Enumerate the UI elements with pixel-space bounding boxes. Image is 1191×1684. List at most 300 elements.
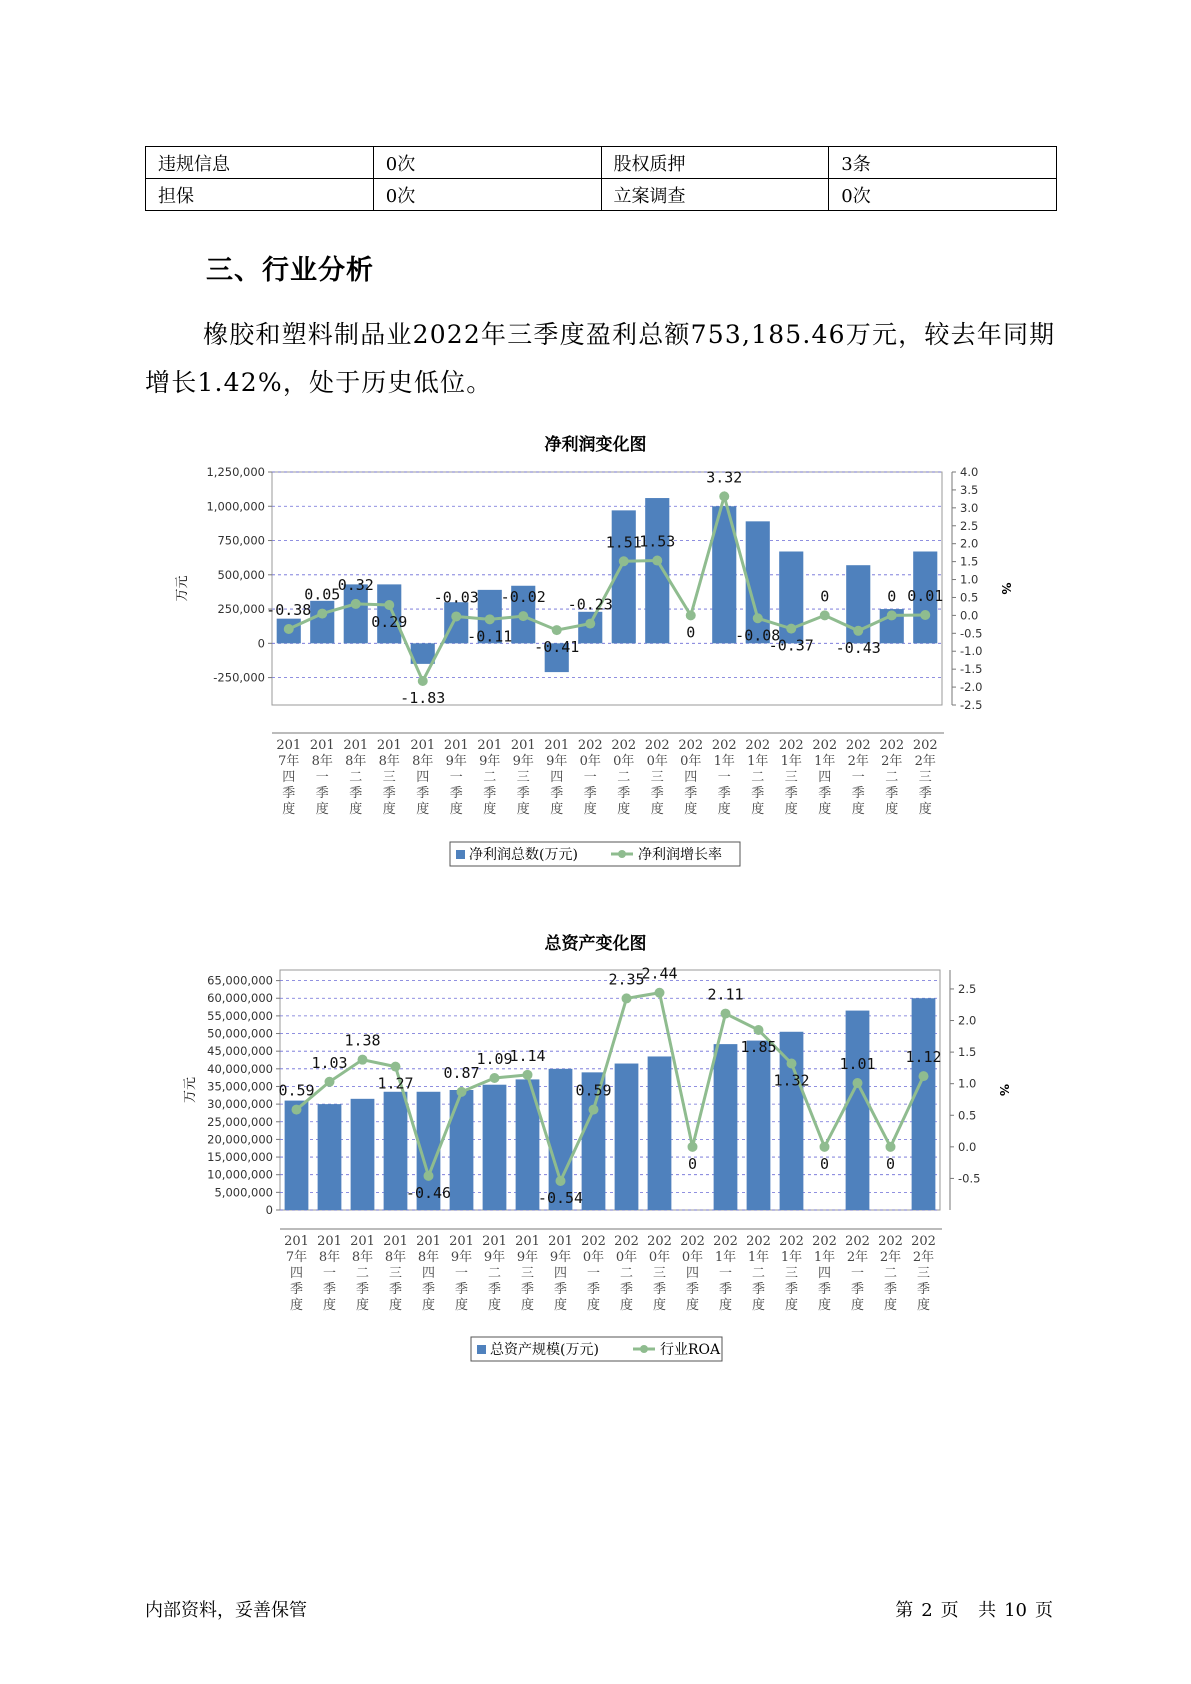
section-title: 三、行业分析: [206, 255, 374, 286]
x-tick-label: 201: [515, 1234, 540, 1249]
x-tick-label: 一: [322, 1266, 337, 1281]
page-number: [891, 1596, 1057, 1622]
line-point: [556, 1176, 566, 1186]
bar: [285, 1101, 309, 1210]
line-point: [753, 613, 763, 623]
bar: [846, 1011, 870, 1210]
data-label: 1.51: [605, 533, 642, 552]
x-tick-label: 度: [487, 1298, 502, 1313]
line-point: [820, 610, 830, 620]
data-label: 1.85: [740, 1038, 777, 1056]
x-tick-label: 9年: [479, 754, 501, 769]
x-tick-label: 季: [483, 786, 497, 801]
y-tick-label-right: 0.5: [958, 1108, 977, 1123]
total-num: 10: [1004, 1600, 1027, 1621]
x-tick-label: 度: [349, 802, 363, 817]
data-label: -0.54: [537, 1188, 584, 1207]
x-tick-label: 一: [583, 770, 597, 785]
x-tick-label: 2年: [846, 1250, 869, 1265]
x-tick-label: 三: [388, 1266, 403, 1281]
x-tick-label: 201: [350, 1234, 375, 1249]
data-label: 0: [820, 587, 830, 606]
y-tick-label-left: 10,000,000: [207, 1167, 273, 1182]
x-tick-label: 1年: [713, 754, 735, 769]
data-label: 1.01: [839, 1055, 876, 1074]
line-point: [619, 556, 629, 566]
x-tick-label: 201: [317, 1234, 342, 1249]
line-point: [786, 624, 796, 634]
total-prefix: 共: [978, 1600, 997, 1621]
x-tick-label: 季: [516, 786, 530, 801]
x-tick-label: 0年: [648, 1250, 671, 1265]
x-tick-label: 季: [550, 786, 564, 801]
x-tick-label: 201: [477, 738, 503, 753]
x-tick-label: 度: [851, 802, 865, 817]
x-tick-label: 季: [315, 786, 329, 801]
legend-line-label: 净利润增长率: [638, 847, 722, 863]
line-point: [552, 625, 562, 635]
y-tick-label-left: 25,000,000: [207, 1114, 273, 1129]
legend-bar-swatch: [456, 850, 465, 859]
line-point: [652, 556, 662, 566]
y-tick-label-left: 250,000: [217, 602, 265, 617]
x-tick-label: 201: [343, 738, 369, 753]
x-tick-label: 度: [885, 802, 899, 817]
data-label: -1.83: [400, 688, 446, 707]
y-tick-label-right: 1.5: [960, 554, 979, 569]
x-tick-label: 季: [449, 786, 463, 801]
x-tick-label: 度: [718, 1298, 733, 1313]
x-tick-label: 1年: [747, 1250, 770, 1265]
y-tick-label-left: 5,000,000: [214, 1185, 273, 1200]
x-tick-label: 一: [718, 1266, 733, 1281]
x-tick-label: 202: [912, 738, 938, 753]
data-label: 0: [887, 587, 897, 606]
x-tick-label: 度: [818, 802, 832, 817]
bar: [483, 1085, 507, 1210]
line-point: [325, 1077, 335, 1087]
x-tick-label: 季: [619, 1282, 634, 1297]
table-cell: 股权质押: [601, 147, 829, 179]
x-tick-label: 季: [885, 786, 899, 801]
x-tick-label: 季: [850, 1282, 865, 1297]
y-tick-label-right: 1.0: [958, 1076, 977, 1091]
line-point: [787, 1058, 797, 1068]
x-tick-label: 度: [322, 1298, 337, 1313]
x-tick-label: 季: [322, 1282, 337, 1297]
x-tick-label: 201: [548, 1234, 573, 1249]
x-tick-label: 202: [644, 738, 670, 753]
y-tick-label-right: 3.5: [960, 482, 979, 497]
y-tick-label-left: 15,000,000: [207, 1150, 273, 1165]
x-tick-label: 一: [454, 1266, 469, 1281]
data-label: -0.11: [467, 627, 513, 646]
x-tick-label: 201: [544, 738, 570, 753]
data-label: 0.29: [371, 612, 408, 631]
x-tick-label: 2年: [912, 1250, 935, 1265]
x-tick-label: 8年: [351, 1250, 374, 1265]
x-tick-label: 度: [684, 802, 698, 817]
x-tick-label: 202: [911, 1234, 936, 1249]
x-tick-label: 9年: [450, 1250, 473, 1265]
x-tick-label: 度: [586, 1298, 601, 1313]
x-tick-label: 度: [751, 802, 765, 817]
data-label: 1.03: [311, 1053, 348, 1072]
line-point: [919, 1071, 929, 1081]
y-tick-label-left: 1,250,000: [206, 465, 265, 479]
x-tick-label: 度: [550, 802, 564, 817]
chart-title-net-profit: 净利润变化图: [544, 435, 647, 455]
y-tick-label-right: -2.0: [960, 680, 983, 695]
x-tick-label: 三: [784, 1266, 799, 1281]
x-tick-label: 201: [376, 738, 402, 753]
y-tick-label-right: 3.0: [960, 500, 979, 515]
bar: [384, 1092, 408, 1210]
x-tick-label: 度: [483, 802, 497, 817]
y-tick-label-left: 35,000,000: [207, 1079, 273, 1094]
line-point: [490, 1073, 500, 1083]
bar: [648, 1056, 672, 1210]
x-tick-label: 9年: [445, 754, 467, 769]
x-tick-label: 三: [516, 770, 530, 785]
x-tick-label: 度: [454, 1298, 469, 1313]
x-tick-label: 度: [916, 1298, 931, 1313]
x-tick-label: 度: [619, 1298, 634, 1313]
y-tick-label-left: 20,000,000: [207, 1132, 273, 1147]
y-tick-label-left: 500,000: [217, 567, 265, 582]
x-tick-label: 三: [650, 770, 664, 785]
y-tick-label-right: -0.5: [958, 1171, 981, 1186]
bar: [645, 498, 669, 643]
x-tick-label: 一: [586, 1266, 601, 1281]
x-tick-label: 201: [284, 1234, 309, 1249]
x-tick-label: 度: [315, 802, 329, 817]
x-tick-label: 季: [817, 1282, 832, 1297]
x-tick-label: 度: [685, 1298, 700, 1313]
x-tick-label: 度: [784, 802, 798, 817]
x-tick-label: 202: [812, 1234, 837, 1249]
data-label: 0.32: [337, 575, 374, 594]
x-tick-label: 2年: [847, 754, 869, 769]
x-tick-label: 一: [449, 770, 463, 785]
x-tick-label: 四: [818, 770, 832, 785]
x-tick-label: 1年: [780, 1250, 803, 1265]
x-tick-label: 8年: [345, 754, 367, 769]
x-tick-label: 202: [778, 738, 804, 753]
x-tick-label: 度: [918, 802, 932, 817]
x-tick-label: 三: [784, 770, 798, 785]
x-tick-label: 二: [349, 770, 363, 785]
y-tick-label-left: 55,000,000: [207, 1008, 273, 1023]
x-tick-label: 季: [382, 786, 396, 801]
y-tick-label-left: 0: [257, 636, 265, 651]
y-tick-label-left: 0: [265, 1203, 273, 1217]
y-tick-label-right: 2.0: [960, 536, 979, 551]
line-point: [317, 609, 327, 619]
x-tick-label: 季: [355, 1282, 370, 1297]
data-label: 0.01: [907, 587, 944, 606]
x-tick-label: 202: [746, 1234, 771, 1249]
page-mid: 页: [940, 1600, 959, 1621]
x-tick-label: 7年: [285, 1250, 308, 1265]
x-tick-label: 度: [583, 802, 597, 817]
x-tick-label: 202: [611, 738, 637, 753]
x-tick-label: 二: [355, 1266, 370, 1281]
legend-bar-swatch: [477, 1345, 486, 1354]
x-tick-label: 202: [711, 738, 737, 753]
legend-line-label: 行业ROA: [660, 1342, 721, 1358]
x-tick-label: 四: [685, 1266, 700, 1281]
data-label: -0.38: [266, 601, 312, 620]
net-profit-chart: [0, 460, 1191, 920]
x-tick-label: 季: [851, 786, 865, 801]
data-label: 2.44: [641, 964, 678, 983]
x-tick-label: 度: [421, 1298, 436, 1313]
x-tick-label: 季: [818, 786, 832, 801]
x-tick-label: 季: [617, 786, 631, 801]
x-tick-label: 9年: [516, 1250, 539, 1265]
bar: [318, 1104, 342, 1210]
x-tick-label: 二: [883, 1266, 898, 1281]
x-tick-label: 202: [812, 738, 838, 753]
x-tick-label: 度: [516, 802, 530, 817]
data-label: 1.14: [509, 1046, 546, 1065]
x-tick-label: 季: [520, 1282, 535, 1297]
x-tick-label: 0年: [680, 754, 702, 769]
x-tick-label: 度: [289, 1298, 304, 1313]
data-label: 1.12: [905, 1048, 942, 1067]
table-row: [146, 147, 1057, 179]
x-tick-label: 8年: [384, 1250, 407, 1265]
x-tick-label: 四: [550, 770, 564, 785]
line-point: [451, 611, 461, 621]
x-tick-label: 度: [355, 1298, 370, 1313]
x-tick-label: 度: [883, 1298, 898, 1313]
data-label: 0.05: [304, 585, 341, 604]
x-tick-label: 201: [309, 738, 335, 753]
x-tick-label: 9年: [549, 1250, 572, 1265]
x-tick-label: 度: [652, 1298, 667, 1313]
data-label: 1.32: [773, 1071, 810, 1090]
x-tick-label: 度: [617, 802, 631, 817]
x-tick-label: 202: [745, 738, 771, 753]
y-tick-label-left: 50,000,000: [207, 1026, 273, 1041]
table-cell: 违规信息: [146, 147, 374, 179]
line-point: [523, 1070, 533, 1080]
x-tick-label: 1年: [780, 754, 802, 769]
x-tick-label: 8年: [412, 754, 434, 769]
x-tick-label: 季: [685, 1282, 700, 1297]
x-tick-label: 202: [713, 1234, 738, 1249]
line-point: [853, 626, 863, 636]
y-tick-label-left: 30,000,000: [207, 1097, 273, 1112]
x-tick-label: 季: [289, 1282, 304, 1297]
x-tick-label: 度: [751, 1298, 766, 1313]
y-tick-label-left: 750,000: [217, 533, 265, 548]
data-label: 3.32: [706, 468, 743, 487]
table-row: [146, 179, 1057, 211]
x-tick-label: 季: [586, 1282, 601, 1297]
x-tick-label: 度: [282, 802, 296, 817]
x-tick-label: 季: [751, 786, 765, 801]
line-point: [920, 610, 930, 620]
line-point: [719, 491, 729, 501]
x-tick-label: 1年: [814, 754, 836, 769]
y-tick-label-left: 40,000,000: [207, 1061, 273, 1076]
x-tick-label: 度: [388, 1298, 403, 1313]
x-tick-label: 202: [845, 738, 871, 753]
y-tick-label-right: 2.0: [958, 1013, 977, 1028]
table-cell: 0次: [373, 147, 601, 179]
x-tick-label: 度: [449, 802, 463, 817]
x-tick-label: 202: [577, 738, 603, 753]
y-axis-title-left: 万元: [175, 575, 190, 602]
total-assets-chart: [0, 960, 1191, 1420]
data-label: 1.27: [377, 1074, 414, 1093]
data-label: 0: [686, 623, 696, 642]
bar: [450, 1090, 474, 1210]
x-tick-label: 四: [282, 770, 296, 785]
data-label: -0.23: [567, 595, 613, 614]
data-label: 1.38: [344, 1031, 381, 1050]
x-tick-label: 201: [443, 738, 469, 753]
y-tick-label-right: 0.0: [960, 608, 979, 623]
y-tick-label-right: 1.0: [960, 572, 979, 587]
x-tick-label: 度: [717, 802, 731, 817]
y-tick-label-left: 60,000,000: [207, 991, 273, 1006]
x-tick-label: 季: [751, 1282, 766, 1297]
bar: [444, 602, 468, 643]
data-label: 0.59: [278, 1081, 315, 1100]
x-tick-label: 0年: [613, 754, 635, 769]
x-tick-label: 季: [784, 1282, 799, 1297]
line-point: [418, 676, 428, 686]
data-label: -0.02: [500, 588, 546, 607]
line-point: [721, 1009, 731, 1019]
x-tick-label: 202: [614, 1234, 639, 1249]
x-tick-label: 二: [487, 1266, 502, 1281]
x-tick-label: 四: [289, 1266, 304, 1281]
data-label: -0.08: [735, 626, 781, 645]
chart-title-total-assets: 总资产变化图: [544, 934, 647, 954]
line-point: [585, 619, 595, 629]
x-tick-label: 2年: [879, 1250, 902, 1265]
y-tick-label-right: 4.0: [960, 465, 979, 479]
x-tick-label: 季: [652, 1282, 667, 1297]
table-cell: 担保: [146, 179, 374, 211]
x-tick-label: 二: [751, 1266, 766, 1281]
x-tick-label: 0年: [582, 1250, 605, 1265]
x-tick-label: 季: [718, 1282, 733, 1297]
bar: [351, 1099, 375, 1210]
y-axis-title-left: 万元: [183, 1076, 198, 1104]
line-point: [589, 1105, 599, 1115]
x-tick-label: 202: [647, 1234, 672, 1249]
data-label: 0: [687, 1154, 698, 1173]
y-tick-label-right: -2.5: [960, 698, 983, 712]
x-tick-label: 三: [916, 1266, 931, 1281]
x-tick-label: 0年: [579, 754, 601, 769]
data-label: 0: [885, 1154, 896, 1173]
x-tick-label: 三: [652, 1266, 667, 1281]
analysis-paragraph: 橡胶和塑料制品业2022年三季度盈利总额753,185.46万元，较去年同期增长1.42%，处于历史低位。: [145, 320, 1056, 397]
data-label: 0: [819, 1154, 830, 1173]
line-point: [655, 988, 665, 998]
x-tick-label: 度: [520, 1298, 535, 1313]
x-tick-label: 0年: [615, 1250, 638, 1265]
x-tick-label: 202: [878, 1234, 903, 1249]
x-tick-label: 201: [449, 1234, 474, 1249]
line-point: [424, 1171, 434, 1181]
line-point: [853, 1078, 863, 1088]
x-tick-label: 度: [553, 1298, 568, 1313]
data-label: -0.46: [405, 1183, 452, 1202]
legend-bar-label: 净利润总数(万元): [469, 847, 578, 863]
table-cell: 立案调查: [601, 179, 829, 211]
y-axis-title-right: %: [999, 582, 1013, 595]
page-num: 2: [921, 1600, 933, 1621]
x-tick-label: 季: [918, 786, 932, 801]
x-tick-label: 四: [421, 1266, 436, 1281]
x-tick-label: 三: [918, 770, 932, 785]
table-cell: 0次: [829, 179, 1057, 211]
x-tick-label: 7年: [278, 754, 300, 769]
table-cell: 3条: [829, 147, 1057, 179]
x-tick-label: 202: [678, 738, 704, 753]
line-point: [886, 1142, 896, 1152]
footer-confidential: 内部资料，妥善保管: [145, 1600, 307, 1621]
x-tick-label: 四: [684, 770, 698, 785]
x-tick-label: 季: [349, 786, 363, 801]
x-tick-label: 度: [850, 1298, 865, 1313]
y-tick-label-right: 0.5: [960, 590, 979, 605]
page-prefix: 第: [895, 1600, 914, 1621]
x-tick-label: 二: [483, 770, 497, 785]
x-tick-label: 9年: [512, 754, 534, 769]
line-point: [391, 1062, 401, 1072]
x-tick-label: 三: [382, 770, 396, 785]
line-point: [688, 1142, 698, 1152]
x-tick-label: 季: [650, 786, 664, 801]
line-point: [622, 993, 632, 1003]
data-label: 1.53: [639, 532, 676, 551]
y-tick-label-right: 0.0: [958, 1139, 977, 1154]
y-tick-label-left: 1,000,000: [206, 499, 265, 514]
line-point: [292, 1105, 302, 1115]
x-tick-label: 三: [520, 1266, 535, 1281]
data-label: 1.09: [476, 1050, 513, 1068]
legend-line-marker: [640, 1345, 648, 1353]
x-tick-label: 二: [885, 770, 899, 785]
x-tick-label: 季: [487, 1282, 502, 1297]
x-tick-label: 201: [410, 738, 436, 753]
data-label: 2.35: [608, 970, 645, 989]
line-point: [384, 600, 394, 610]
x-tick-label: 8年: [417, 1250, 440, 1265]
line-point: [351, 599, 361, 609]
x-tick-label: 季: [583, 786, 597, 801]
x-tick-label: 1年: [747, 754, 769, 769]
x-tick-label: 季: [454, 1282, 469, 1297]
x-tick-label: 一: [717, 770, 731, 785]
y-tick-label-right: -0.5: [960, 626, 983, 641]
x-tick-label: 一: [315, 770, 329, 785]
x-tick-label: 9年: [483, 1250, 506, 1265]
x-tick-label: 2年: [914, 754, 936, 769]
y-tick-label-left: -250,000: [213, 670, 265, 685]
x-tick-label: 二: [619, 1266, 634, 1281]
x-tick-label: 度: [650, 802, 664, 817]
